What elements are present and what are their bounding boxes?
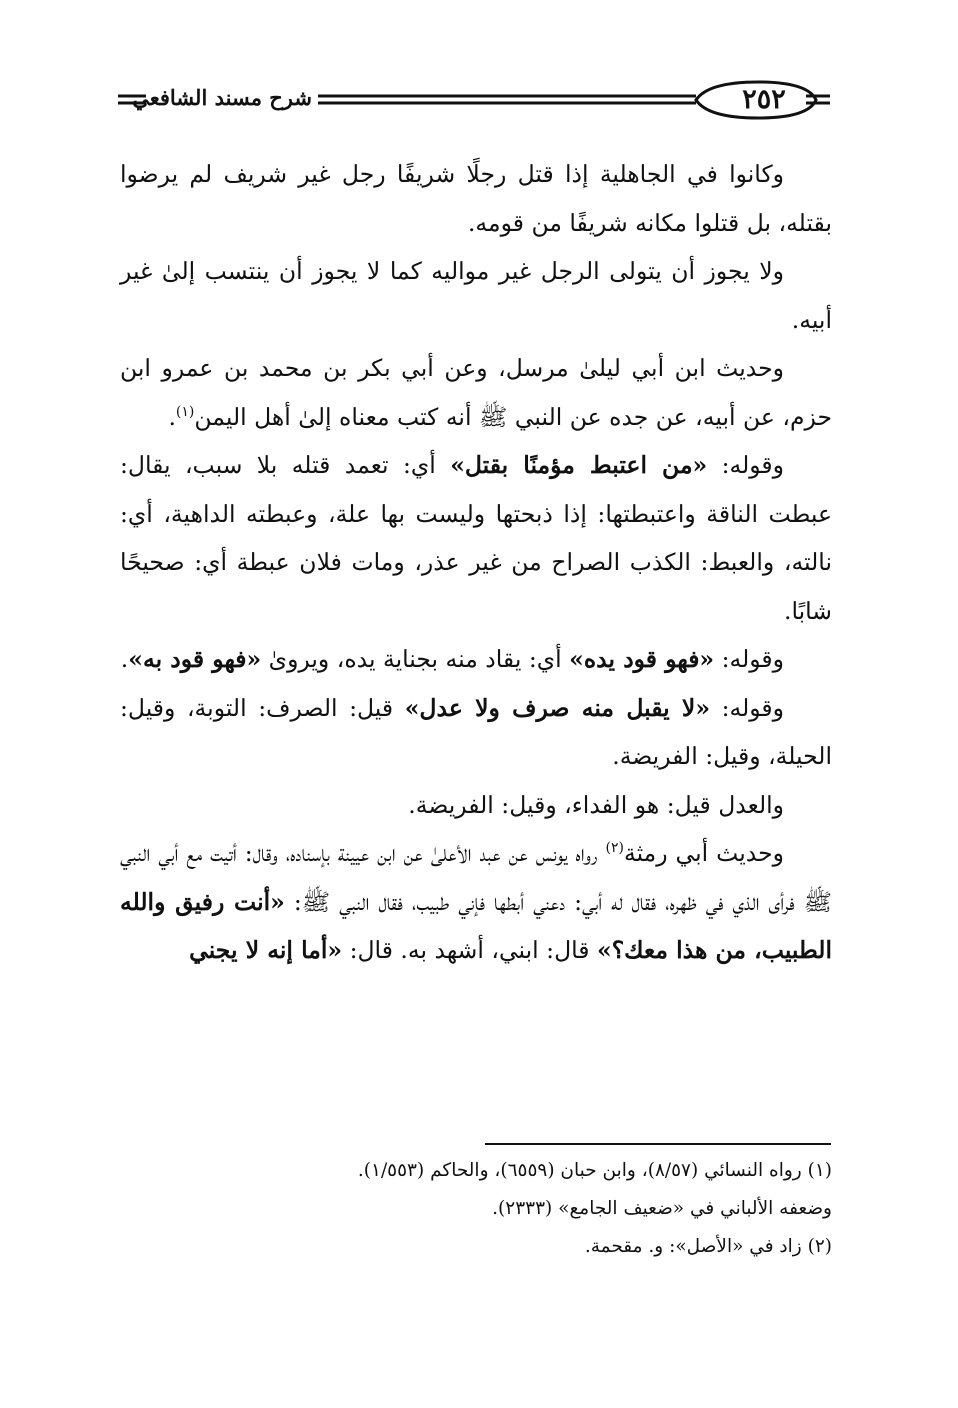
footnotes: [140, 1152, 832, 1266]
p5-intro: وقوله:: [714, 645, 784, 673]
page-number: ٢٥٢: [742, 84, 786, 115]
paragraph-6: [120, 684, 832, 781]
p4-intro: وقوله:: [707, 451, 785, 479]
footnote-ref-2[interactable]: (٢): [605, 840, 624, 857]
hadith-quote-3: «فهو قود به»: [128, 645, 262, 673]
paragraph-3: [120, 344, 832, 441]
p5-end: .: [120, 645, 129, 673]
main-text: [120, 150, 832, 975]
p4-text: أي: تعمد قتله بلا سبب، يقال: عبطت الناقة واعتبطتها: إذا ذبحتها وليست بها علة، وعبطته الداهية، أي: نالته، والعبط: الكذب الصراح من غير عذر، ومات فلان عبطة أي: صحيحًا شابًا.: [120, 451, 832, 625]
hadith-quote-6: «أما إنه لا يجني: [189, 936, 343, 964]
p6-text: قيل: الصرف: التوبة، وقيل: الحيلة، وقيل: الفريضة.: [120, 693, 832, 770]
running-title: شرح مسند الشافعي: [132, 85, 312, 110]
paragraph-4: [120, 441, 832, 635]
footnote-separator: [485, 1143, 831, 1145]
paragraph-8: [120, 829, 832, 975]
p8-text-2: قال: ابني، أشهد به. قال:: [342, 936, 598, 964]
hadith-quote-5: «أنت رفيق والله الطبيب، من هذا معك؟»: [120, 887, 832, 964]
hadith-quote-2: «فهو قود يده»: [569, 645, 715, 673]
hadith-quote-1: «من اعتبط مؤمنًا بقتل»: [450, 451, 708, 479]
p6-intro: وقوله:: [710, 693, 785, 722]
paragraph-3-text: وحديث ابن أبي ليلىٰ مرسل، وعن أبي بكر بن محمد بن عمرو ابن حزم، عن أبيه، عن جده عن النبي ﷺ أنه كتب معناه إلىٰ أهل اليمن: [120, 354, 832, 431]
paragraph-3-end: .: [168, 402, 176, 431]
footnote-ref-1[interactable]: (١): [175, 403, 195, 420]
paragraph-1: وكانوا في الجاهلية إذا قتل رجلًا شريفًا رجل غير شريف لم يرضوا بقتله، بل قتلوا مكانه شريفًا من قومه.: [120, 160, 832, 237]
footnote-1-continued: وضعفه الألباني في «ضعيف الجامع» (٢٣٣٣).: [492, 1198, 832, 1219]
page-header: [118, 78, 830, 122]
footnote-1: (١) رواه النسائي (٨/٥٧)، وابن حبان (٦٥٥٩)، والحاكم (١/٥٥٣).: [357, 1160, 832, 1181]
paragraph-7: والعدل قيل: هو الفداء، وقيل: الفريضة.: [408, 790, 784, 819]
paragraph-5: [120, 635, 832, 684]
p8-intro: وحديث أبي رمثة: [623, 839, 784, 867]
p5-text: أي: يقاد منه بجناية يده، ويروىٰ: [261, 645, 570, 673]
hadith-quote-4: «لا يقبل منه صرف ولا عدل»: [404, 693, 711, 722]
paragraph-2: ولا يجوز أن يتولى الرجل غير مواليه كما لا يجوز أن ينتسب إلىٰ غير أبيه.: [120, 257, 832, 334]
footnote-2: (٢) زاد في «الأصل»: و. مقحمة.: [584, 1236, 832, 1257]
p8-text: رواه يونس عن عبد الأعلىٰ عن ابن عيينة بإسناده، وقال: أتيت مع أبي النبي ﷺ فرأى الذي في ظهره، فقال له أبي: دعني أبطها فإني طبيب، فقال النبي ﷺ:: [120, 839, 832, 916]
